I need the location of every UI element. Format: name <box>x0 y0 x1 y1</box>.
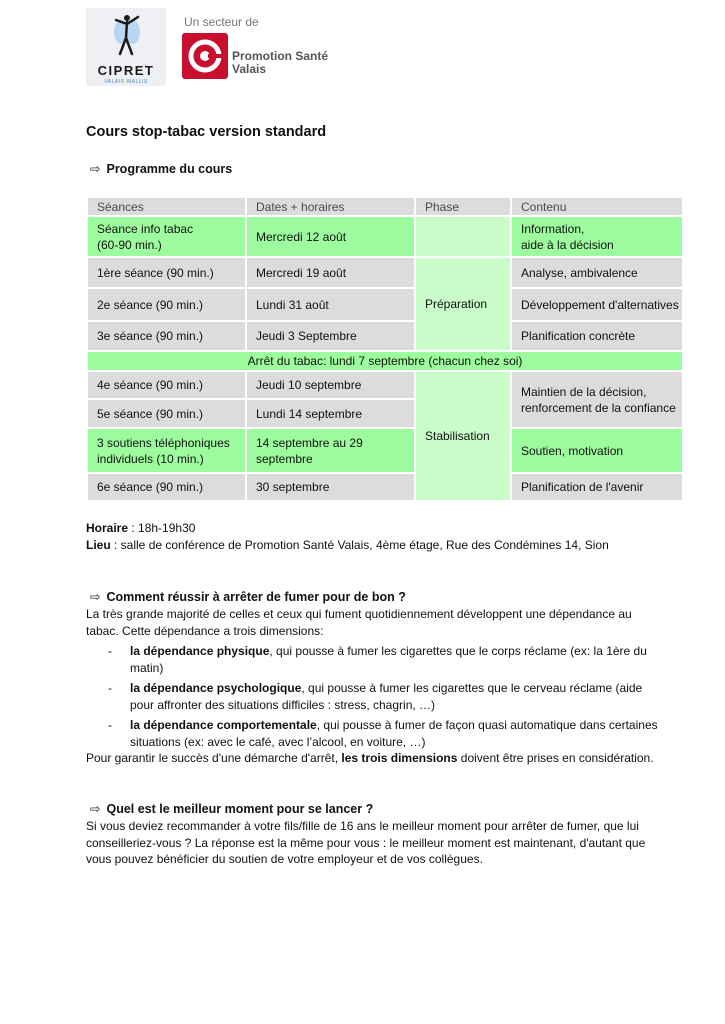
date-cell: Mercredi 19 août <box>247 258 414 287</box>
moment-paragraph: Si vous deviez recommander à votre fils/fille de 16 ans le meilleur moment pour arrêter de fumer, que lui conseilleriez-vous ? La réponse est la même pour vous : le meilleur moment est maintenant, d'autant que vous pouvez bénéficier du soutien de votre employeur et de vos collègues. <box>86 819 646 866</box>
header-cell: Dates + horaires <box>247 198 414 215</box>
header-cell: Phase <box>416 198 510 215</box>
arrow-right-icon: ⇨ <box>90 802 101 816</box>
cipret-logo <box>86 8 166 86</box>
course-table <box>86 196 684 502</box>
list-item: - la dépendance physique, qui pousse à fumer les cigarettes que le corps réclame (ex: la 1ère du matin) <box>108 644 647 675</box>
table-header <box>88 198 682 215</box>
date-cell: Lundi 31 août <box>247 289 414 320</box>
phase-cell: Préparation <box>416 258 510 350</box>
contenu-cell: Planification de l'avenir <box>512 474 682 500</box>
seance-cell: 4e séance (90 min.) <box>88 372 245 398</box>
seance-cell: Séance info tabac (60-90 min.) <box>88 217 245 256</box>
table-row <box>88 429 682 472</box>
promotion-sante-name: Promotion Santé Valais <box>232 49 329 76</box>
contenu-cell: Développement d'alternatives <box>512 289 682 320</box>
date-cell: Jeudi 3 Septembre <box>247 322 414 350</box>
table-row <box>88 217 682 256</box>
quit-day-cell: Arrêt du tabac: lundi 7 septembre (chacun chez soi) <box>88 352 682 370</box>
contenu-cell: Analyse, ambivalence <box>512 258 682 287</box>
seance-cell: 3e séance (90 min.) <box>88 322 245 350</box>
secteur-label: Un secteur de <box>184 15 259 29</box>
section-heading-reussir: ⇨ Comment réussir à arrêter de fumer pour de bon ? <box>90 590 406 604</box>
table-row <box>88 474 682 500</box>
date-cell: Lundi 14 septembre <box>247 400 414 427</box>
page-title: Cours stop-tabac version standard <box>86 124 327 140</box>
arrow-right-icon: ⇨ <box>90 590 101 604</box>
outro-paragraph: Pour garantir le succès d'une démarche d'arrêt, les trois dimensions doivent être prises en considération. <box>86 751 654 765</box>
header-cell: Séances <box>88 198 245 215</box>
date-cell: 30 septembre <box>247 474 414 500</box>
date-cell: 14 septembre au 29 septembre <box>247 429 414 472</box>
seance-cell: 3 soutiens téléphoniques individuels (10 min.) <box>88 429 245 472</box>
arrow-right-icon: ⇨ <box>90 162 101 176</box>
table-row <box>88 352 682 370</box>
seance-cell: 2e séance (90 min.) <box>88 289 245 320</box>
date-cell: Jeudi 10 septembre <box>247 372 414 398</box>
contenu-cell: Maintien de la décision, renforcement de la confiance <box>512 372 682 427</box>
header-cell: Contenu <box>512 198 682 215</box>
horaire-line: Horaire : 18h-19h30 <box>86 521 196 535</box>
date-cell: Mercredi 12 août <box>247 217 414 256</box>
phase-cell <box>416 217 510 256</box>
seance-cell: 5e séance (90 min.) <box>88 400 245 427</box>
intro-paragraph: La très grande majorité de celles et ceux qui fument quotidiennement développent une dépendance au tabac. Cette dépendance a trois dimensions: <box>86 607 632 638</box>
table-row <box>88 322 682 350</box>
phase-cell: Stabilisation <box>416 372 510 500</box>
table-row <box>88 289 682 320</box>
programme-heading: ⇨ Programme du cours <box>90 162 233 176</box>
seance-cell: 1ère séance (90 min.) <box>88 258 245 287</box>
section-heading-moment: ⇨ Quel est le meilleur moment pour se lancer ? <box>90 802 374 816</box>
cipret-name: CIPRET <box>97 63 155 78</box>
lieu-line: Lieu : salle de conférence de Promotion Santé Valais, 4ème étage, Rue des Condémines 14, Sion <box>86 538 609 552</box>
contenu-cell: Information, aide à la décision <box>512 217 682 256</box>
seance-cell: 6e séance (90 min.) <box>88 474 245 500</box>
cipret-logo-icon <box>112 14 142 60</box>
promotion-sante-logo-icon <box>182 33 228 79</box>
list-item: - la dépendance comportementale, qui pousse à fumer de façon quasi automatique dans certaines situations (ex: avec le café, avec l’alcool, en voiture, …) <box>108 718 658 749</box>
table-row <box>88 258 682 287</box>
contenu-cell: Soutien, motivation <box>512 429 682 472</box>
table-row <box>88 372 682 398</box>
cipret-subtitle: VALAIS·WALLIS <box>104 79 148 85</box>
list-item: - la dépendance psychologique, qui pousse à fumer les cigarettes que le cerveau réclame (aide pour affronter des situations difficiles : stress, chagrin, …) <box>108 681 643 712</box>
contenu-cell: Planification concrète <box>512 322 682 350</box>
